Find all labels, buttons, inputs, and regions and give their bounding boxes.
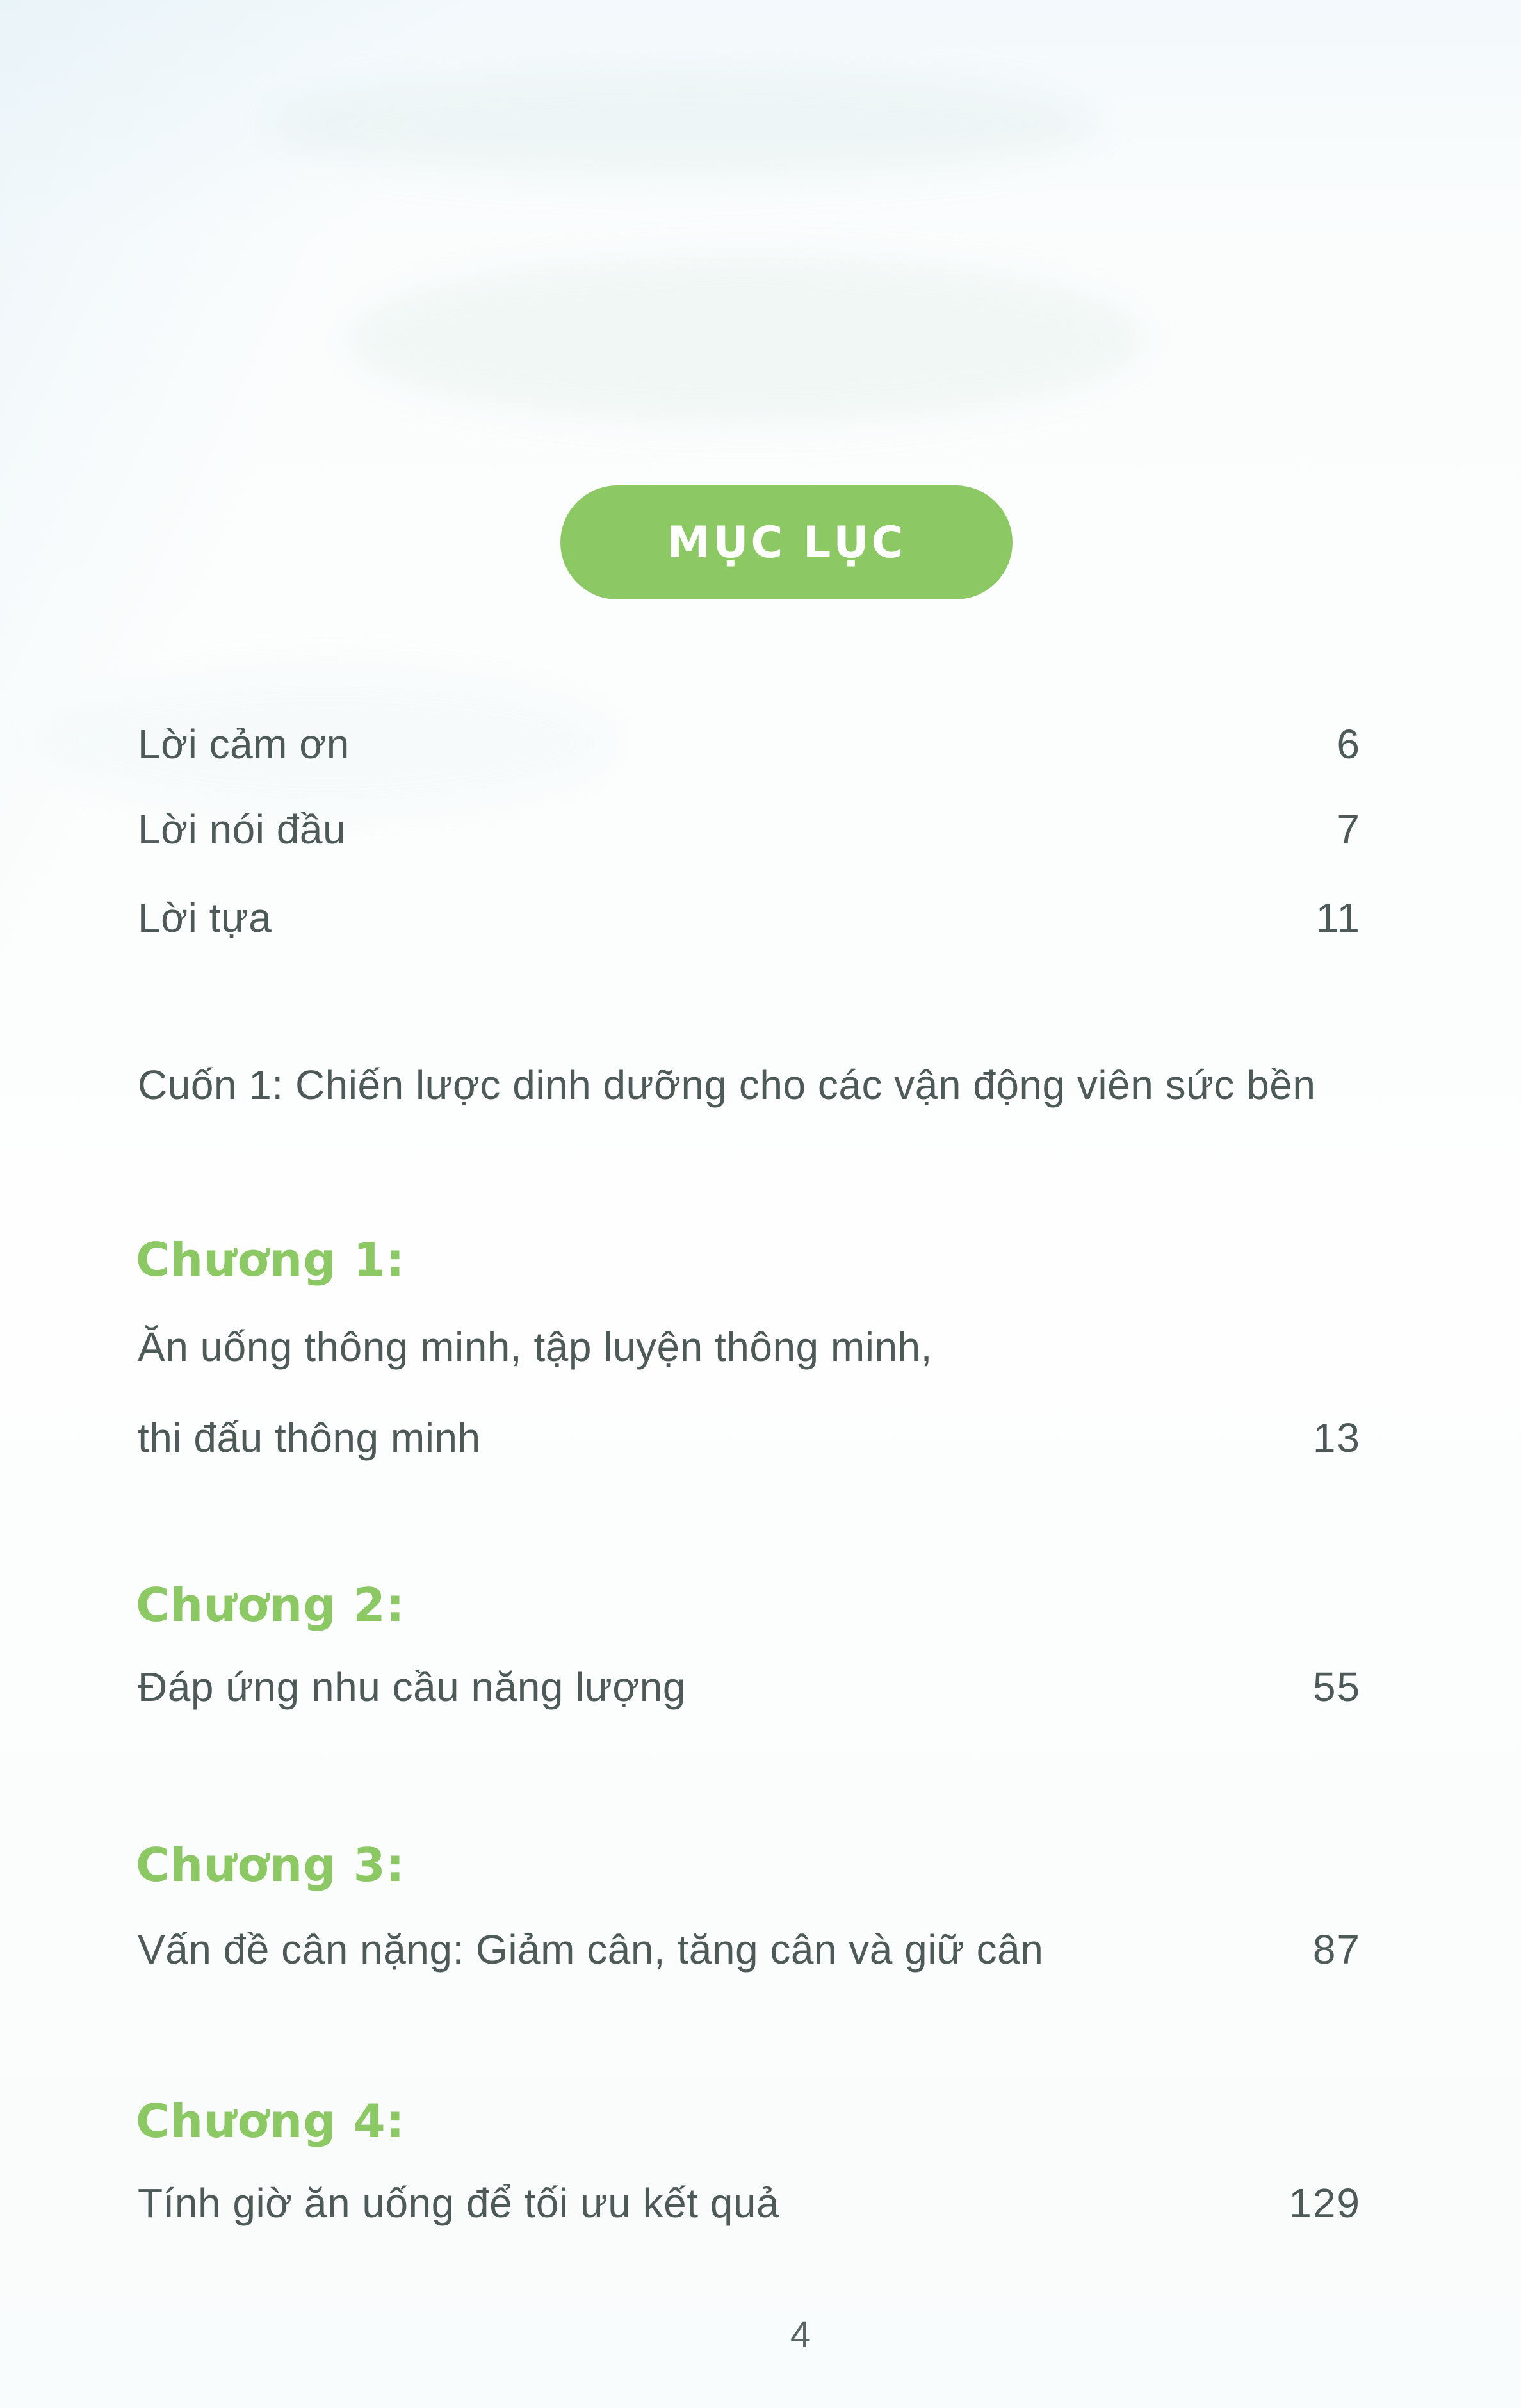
toc-entry-label: Lời nói đầu [138, 806, 346, 852]
book-title-row [138, 1062, 1361, 1108]
chapter-title-row [138, 1415, 1361, 1461]
chapter-title-line: Ăn uống thông minh, tập luyện thông minh, [138, 1324, 932, 1370]
chapter-title-row [138, 2180, 1361, 2226]
chapter-title-row [138, 1664, 1361, 1710]
toc-entry-page: 6 [1337, 721, 1361, 767]
toc-entry-page: 13 [1312, 1415, 1361, 1461]
chapter-heading: Chương 4: [136, 2094, 405, 2148]
chapter-heading: Chương 3: [136, 1838, 405, 1892]
toc-entry [138, 721, 1361, 767]
toc-title: MỤC LỤC [667, 517, 906, 568]
toc-entry [138, 895, 1361, 941]
toc-entry-page: 87 [1312, 1926, 1361, 1973]
toc-entry-page: 11 [1315, 895, 1361, 941]
book-title: Cuốn 1: Chiến lược dinh dưỡng cho các vận động viên sức bền [138, 1062, 1316, 1108]
scan-artifact [269, 70, 1102, 179]
toc-entry-page: 129 [1289, 2180, 1361, 2226]
chapter-heading: Chương 2: [136, 1578, 405, 1632]
chapter-title-line: Đáp ứng nhu cầu năng lượng [138, 1664, 686, 1710]
chapter-title-line: thi đấu thông minh [138, 1415, 481, 1461]
chapter-title-line: Vấn đề cân nặng: Giảm cân, tăng cân và giữ cân [138, 1926, 1044, 1973]
scan-artifact [346, 256, 1146, 423]
toc-entry-page: 55 [1312, 1664, 1361, 1710]
page-number: 4 [790, 2314, 811, 2355]
toc-entry-label: Lời tựa [138, 895, 272, 941]
chapter-heading: Chương 1: [136, 1233, 405, 1287]
chapter-title-row [138, 1926, 1361, 1973]
chapter-title-line: Tính giờ ăn uống để tối ưu kết quả [138, 2180, 780, 2226]
toc-entry [138, 806, 1361, 852]
toc-entry-label: Lời cảm ơn [138, 721, 350, 767]
toc-title-badge [560, 485, 1013, 599]
toc-entry-page: 7 [1337, 806, 1361, 852]
chapter-title-row [138, 1324, 1361, 1370]
